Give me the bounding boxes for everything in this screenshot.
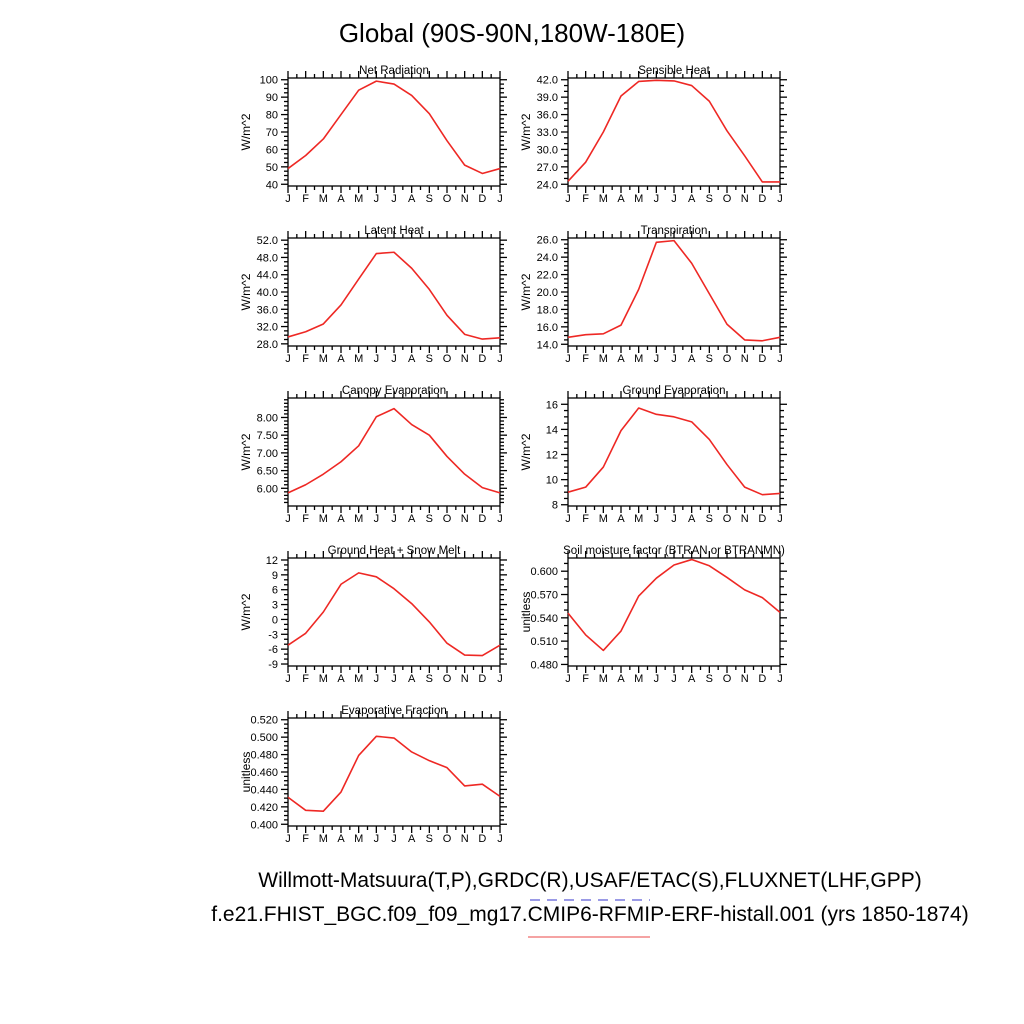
chart-latent-heat xyxy=(222,222,522,382)
x-tick-label: D xyxy=(478,833,487,845)
y-tick-label: 14 xyxy=(545,424,558,437)
x-tick-label: M xyxy=(318,193,328,205)
x-tick-label: S xyxy=(425,353,434,365)
x-tick-label: M xyxy=(318,833,328,845)
y-tick-label: 12 xyxy=(265,554,278,567)
panel-ground-heat-snow-melt xyxy=(222,542,522,702)
y-tick-label: 36.0 xyxy=(536,109,558,122)
x-tick-label: J xyxy=(391,673,397,685)
x-tick-label: J xyxy=(285,193,291,205)
series-line xyxy=(288,81,500,173)
x-tick-label: D xyxy=(758,353,767,365)
panel-title: Ground Heat + Snow Melt xyxy=(327,545,461,557)
x-tick-label: M xyxy=(634,513,644,525)
x-tick-label: J xyxy=(565,193,571,205)
y-tick-label: 36.0 xyxy=(256,304,278,317)
y-tick-label: 7.00 xyxy=(256,447,278,460)
x-tick-label: A xyxy=(617,513,625,525)
x-tick-label: F xyxy=(582,193,590,205)
y-tick-label: 30.0 xyxy=(536,144,558,157)
x-tick-label: D xyxy=(758,193,767,205)
caption-obs-datasets: Willmott-Matsuura(T,P),GRDC(R),USAF/ETAC(S),FLUXNET(LHF,GPP) xyxy=(258,869,922,892)
series-line xyxy=(288,573,500,656)
panel-net-radiation xyxy=(222,62,522,222)
y-tick-label: 26.0 xyxy=(536,234,558,247)
y-tick-label: 60 xyxy=(265,144,278,157)
x-tick-label: S xyxy=(425,513,434,525)
x-tick-label: F xyxy=(302,673,310,685)
x-tick-label: J xyxy=(285,513,291,525)
x-tick-label: N xyxy=(460,513,469,525)
y-axis-label: W/m^2 xyxy=(239,593,253,631)
x-tick-label: M xyxy=(634,673,644,685)
x-tick-label: M xyxy=(634,193,644,205)
x-tick-label: J xyxy=(373,673,380,685)
x-tick-label: D xyxy=(758,513,767,525)
x-tick-label: J xyxy=(285,833,291,845)
y-tick-label: 6 xyxy=(271,584,278,597)
y-tick-label: 12 xyxy=(545,449,558,462)
x-tick-label: M xyxy=(598,193,608,205)
y-axis-label: W/m^2 xyxy=(519,433,533,471)
x-tick-label: D xyxy=(478,193,487,205)
y-tick-label: 33.0 xyxy=(536,127,558,139)
y-axis-label: unitless xyxy=(239,751,253,793)
x-tick-label: J xyxy=(497,513,503,525)
x-tick-label: A xyxy=(407,353,416,365)
x-tick-label: J xyxy=(285,673,291,685)
x-tick-label: M xyxy=(318,673,328,685)
x-tick-label: N xyxy=(740,513,749,525)
y-axis-label: W/m^2 xyxy=(239,273,253,311)
panel-sensible-heat xyxy=(502,62,802,222)
y-tick-label: 100 xyxy=(259,74,278,87)
x-tick-label: O xyxy=(722,353,732,365)
x-tick-label: J xyxy=(671,353,677,365)
y-tick-label: 52.0 xyxy=(256,235,278,248)
x-tick-label: F xyxy=(582,673,590,685)
x-tick-label: J xyxy=(565,673,571,685)
x-tick-label: M xyxy=(354,673,364,685)
y-tick-label: 50 xyxy=(265,161,278,174)
panel-transpiration xyxy=(502,222,802,382)
y-tick-label: 0.400 xyxy=(250,819,278,832)
x-tick-label: A xyxy=(337,193,345,205)
x-tick-label: M xyxy=(354,193,364,205)
x-tick-label: S xyxy=(425,833,434,845)
x-tick-label: M xyxy=(354,353,364,365)
panel-ground-evaporation xyxy=(502,382,802,542)
y-tick-label: 27.0 xyxy=(536,161,558,174)
x-tick-label: J xyxy=(497,673,503,685)
x-tick-label: M xyxy=(354,833,364,845)
x-tick-label: F xyxy=(302,513,310,525)
x-tick-label: A xyxy=(337,673,345,685)
y-tick-label: 28.0 xyxy=(256,338,278,351)
y-tick-label: 44.0 xyxy=(256,269,278,282)
y-tick-label: 9 xyxy=(271,569,278,582)
x-tick-label: J xyxy=(653,353,660,365)
series-line xyxy=(288,409,500,493)
x-tick-label: A xyxy=(617,673,625,685)
y-tick-label: 16.0 xyxy=(536,321,558,334)
x-tick-label: J xyxy=(671,673,677,685)
y-tick-label: 0.440 xyxy=(250,784,278,797)
x-tick-label: D xyxy=(478,353,487,365)
x-tick-label: M xyxy=(598,513,608,525)
x-tick-label: S xyxy=(705,673,714,685)
x-tick-label: J xyxy=(497,353,503,365)
x-tick-label: D xyxy=(478,673,487,685)
x-tick-label: J xyxy=(653,513,660,525)
x-tick-label: J xyxy=(391,193,397,205)
chart-ground-heat-snow-melt xyxy=(222,542,522,702)
panel-title: Ground Evaporation xyxy=(622,385,726,397)
x-tick-label: J xyxy=(373,353,380,365)
series-line xyxy=(568,560,780,651)
y-tick-label: 0.600 xyxy=(530,566,558,579)
panel-title: Canopy Evaporation xyxy=(341,385,447,397)
x-tick-label: A xyxy=(617,353,625,365)
x-tick-label: M xyxy=(318,353,328,365)
x-tick-label: A xyxy=(617,193,625,205)
x-tick-label: J xyxy=(497,193,503,205)
dashed-underline xyxy=(530,899,650,901)
y-tick-label: 40 xyxy=(265,179,278,192)
y-tick-label: 20.0 xyxy=(536,287,558,299)
chart-net-radiation xyxy=(222,62,522,222)
x-tick-label: O xyxy=(442,353,452,365)
panel-latent-heat xyxy=(222,222,522,382)
panel-evaporative-fraction xyxy=(222,702,522,862)
y-tick-label: -9 xyxy=(268,659,278,672)
y-axis-label: unitless xyxy=(519,591,533,633)
y-tick-label: 90 xyxy=(265,92,278,105)
x-tick-label: J xyxy=(497,833,503,845)
x-tick-label: O xyxy=(722,513,732,525)
x-tick-label: J xyxy=(373,193,380,205)
chart-ground-evaporation xyxy=(502,382,802,542)
x-tick-label: N xyxy=(740,353,749,365)
panel-title: Soil moisture factor (BTRAN or BTRANMN) xyxy=(563,545,785,557)
x-tick-label: J xyxy=(565,513,571,525)
x-tick-label: A xyxy=(337,833,345,845)
x-tick-label: N xyxy=(460,833,469,845)
x-tick-label: A xyxy=(337,513,345,525)
y-axis-label: W/m^2 xyxy=(519,273,533,311)
x-tick-label: S xyxy=(425,673,434,685)
x-tick-label: J xyxy=(565,353,571,365)
x-tick-label: A xyxy=(407,193,416,205)
y-tick-label: 40.0 xyxy=(256,287,278,299)
x-tick-label: N xyxy=(460,353,469,365)
chart-canopy-evaporation xyxy=(222,382,522,542)
y-tick-label: 0.500 xyxy=(250,732,278,745)
y-tick-label: 32.0 xyxy=(256,321,278,334)
x-tick-label: J xyxy=(391,353,397,365)
y-tick-label: 14.0 xyxy=(536,339,558,352)
y-axis-label: W/m^2 xyxy=(519,113,533,151)
series-line xyxy=(288,252,500,339)
x-tick-label: J xyxy=(391,513,397,525)
x-tick-label: A xyxy=(687,673,696,685)
x-tick-label: J xyxy=(653,673,660,685)
x-tick-label: J xyxy=(777,353,783,365)
caption-model-case: f.e21.FHIST_BGC.f09_f09_mg17.CMIP6-RFMIP-ERF-histall.001 (yrs 1850-1874) xyxy=(211,903,969,926)
x-tick-label: A xyxy=(407,833,416,845)
y-tick-label: 24.0 xyxy=(536,252,558,265)
x-tick-label: M xyxy=(318,513,328,525)
solid-underline xyxy=(528,936,650,938)
y-tick-label: 7.50 xyxy=(256,430,278,443)
panel-title: Sensible Heat xyxy=(638,65,710,77)
y-tick-label: 70 xyxy=(265,127,278,139)
y-tick-label: 18.0 xyxy=(536,304,558,317)
x-tick-label: J xyxy=(373,513,380,525)
panel-title: Evaporative Fraction xyxy=(341,705,447,717)
panel-title: Net Radiation xyxy=(359,65,429,77)
series-line xyxy=(568,80,780,182)
panel-title: Latent Heat xyxy=(364,225,424,237)
chart-transpiration xyxy=(502,222,802,382)
x-tick-label: M xyxy=(598,673,608,685)
x-tick-label: A xyxy=(687,353,696,365)
x-tick-label: N xyxy=(460,193,469,205)
y-tick-label: 6.50 xyxy=(256,465,278,478)
y-tick-label: 3 xyxy=(271,599,278,612)
x-tick-label: J xyxy=(285,353,291,365)
x-tick-label: F xyxy=(302,193,310,205)
chart-sensible-heat xyxy=(502,62,802,222)
y-axis-label: W/m^2 xyxy=(239,433,253,471)
y-tick-label: 39.0 xyxy=(536,92,558,105)
x-tick-label: F xyxy=(582,353,590,365)
x-tick-label: O xyxy=(442,193,452,205)
y-tick-label: 6.00 xyxy=(256,483,278,496)
x-tick-label: F xyxy=(302,833,310,845)
x-tick-label: N xyxy=(460,673,469,685)
x-tick-label: M xyxy=(598,353,608,365)
y-tick-label: 0.510 xyxy=(530,636,558,649)
panel-soil-moisture-factor-btran-or-btranmn xyxy=(502,542,802,702)
series-line xyxy=(568,241,780,341)
y-tick-label: 0 xyxy=(271,614,278,627)
x-tick-label: M xyxy=(634,353,644,365)
x-tick-label: S xyxy=(705,353,714,365)
x-tick-label: J xyxy=(671,193,677,205)
series-line xyxy=(288,736,500,811)
y-tick-label: 80 xyxy=(265,109,278,122)
x-tick-label: A xyxy=(337,353,345,365)
x-tick-label: J xyxy=(777,513,783,525)
panel-title: Transpiration xyxy=(640,225,708,237)
y-tick-label: 42.0 xyxy=(536,74,558,87)
y-tick-label: 0.480 xyxy=(530,659,558,672)
y-tick-label: 10 xyxy=(545,474,558,487)
x-tick-label: J xyxy=(777,673,783,685)
x-tick-label: N xyxy=(740,673,749,685)
x-tick-label: A xyxy=(687,193,696,205)
x-tick-label: A xyxy=(687,513,696,525)
x-tick-label: O xyxy=(442,513,452,525)
chart-soil-moisture-factor-btran-or-btranmn xyxy=(502,542,802,702)
y-tick-label: 8.00 xyxy=(256,412,278,425)
y-tick-label: 0.570 xyxy=(530,589,558,602)
x-tick-label: D xyxy=(758,673,767,685)
panel-canopy-evaporation xyxy=(222,382,522,542)
y-axis-label: W/m^2 xyxy=(239,113,253,151)
chart-evaporative-fraction xyxy=(222,702,522,862)
y-tick-label: 0.520 xyxy=(250,714,278,727)
x-tick-label: S xyxy=(705,193,714,205)
y-tick-label: 0.420 xyxy=(250,801,278,814)
y-tick-label: 16 xyxy=(545,399,558,412)
x-tick-label: J xyxy=(391,833,397,845)
x-tick-label: F xyxy=(582,513,590,525)
x-tick-label: A xyxy=(407,513,416,525)
y-tick-label: 48.0 xyxy=(256,252,278,265)
x-tick-label: O xyxy=(442,673,452,685)
y-tick-label: 8 xyxy=(551,499,558,512)
y-tick-label: -3 xyxy=(268,629,278,642)
x-tick-label: J xyxy=(373,833,380,845)
x-tick-label: O xyxy=(442,833,452,845)
x-tick-label: D xyxy=(478,513,487,525)
x-tick-label: F xyxy=(302,353,310,365)
page-title: Global (90S-90N,180W-180E) xyxy=(338,18,686,48)
x-tick-label: S xyxy=(425,193,434,205)
x-tick-label: J xyxy=(653,193,660,205)
series-line xyxy=(568,408,780,495)
y-tick-label: 22.0 xyxy=(536,269,558,282)
y-tick-label: 0.540 xyxy=(530,612,558,625)
y-tick-label: 0.460 xyxy=(250,767,278,779)
x-tick-label: J xyxy=(777,193,783,205)
y-tick-label: 24.0 xyxy=(536,179,558,192)
x-tick-label: O xyxy=(722,673,732,685)
x-tick-label: J xyxy=(671,513,677,525)
y-tick-label: 0.480 xyxy=(250,749,278,762)
x-tick-label: N xyxy=(740,193,749,205)
x-tick-label: O xyxy=(722,193,732,205)
x-tick-label: A xyxy=(407,673,416,685)
y-tick-label: -6 xyxy=(268,644,278,657)
x-tick-label: M xyxy=(354,513,364,525)
x-tick-label: S xyxy=(705,513,714,525)
